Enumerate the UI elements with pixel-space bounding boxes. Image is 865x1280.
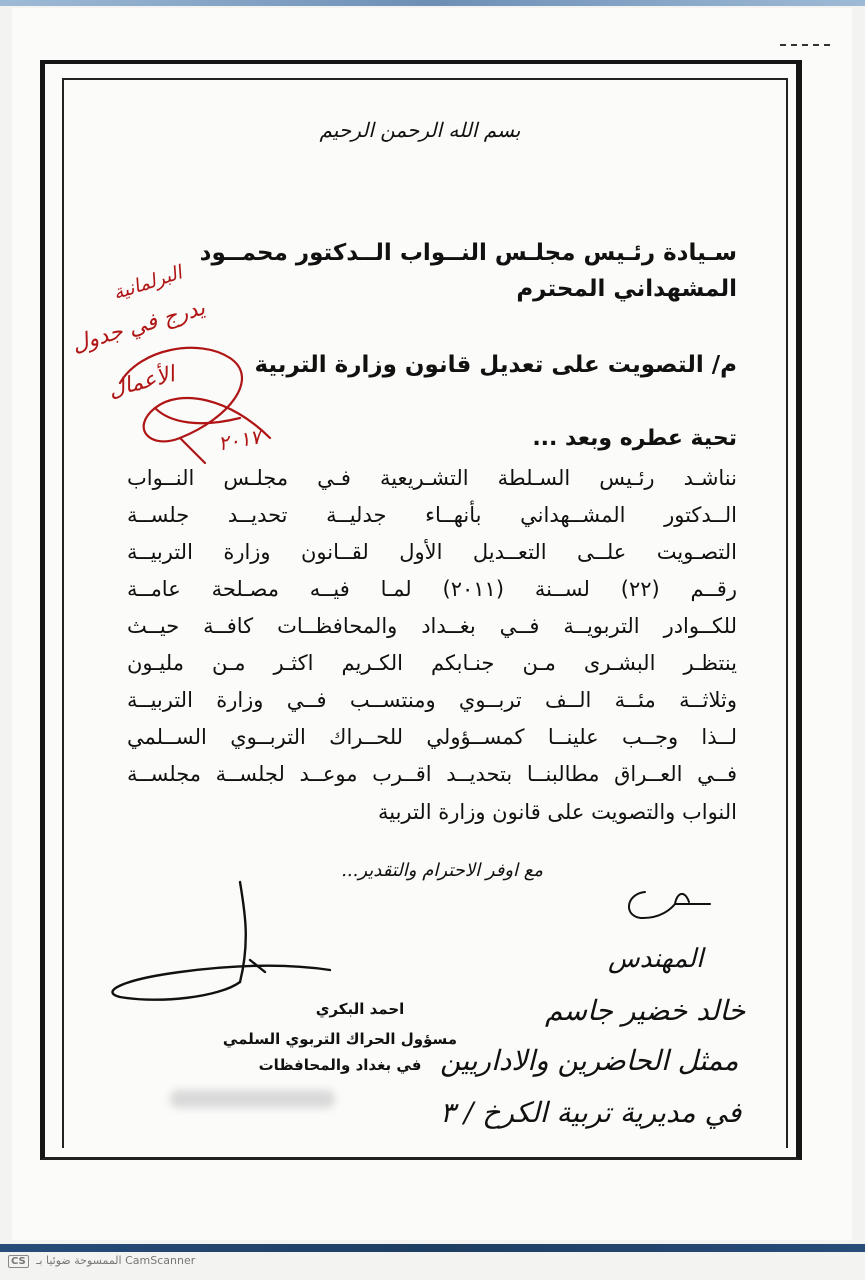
watermark-text: الممسوحة ضوئيا بـ CamScanner xyxy=(36,1254,196,1267)
red-note-date: ٢٠١٧ xyxy=(216,424,263,456)
red-note-line-2: يدرج في جدول xyxy=(69,295,208,358)
red-note-line-3: الأعمال xyxy=(105,362,178,403)
signatory-name: احمد البكري xyxy=(315,1000,405,1018)
body-line: الــدكتور المشــهداني بأنهــاء جدليــة تحديــد جلســة xyxy=(127,503,737,527)
greeting: تحية عطره وبعد ... xyxy=(532,426,737,451)
red-note-line-1: البرلمانية xyxy=(110,261,185,305)
body-line: وثلاثــة مئــة الــف تربــوي ومنتســب فــي وزارة التربيــة xyxy=(127,688,737,712)
body-line: التصـويت علــى التعــديل الأول لقــانون وزارة التربيــة xyxy=(127,540,737,564)
handwritten-name: خالد خضير جاسم xyxy=(545,994,746,1027)
handwritten-directorate: في مديرية تربية الكرخ / ٣ xyxy=(440,1096,742,1129)
addressee-line-2: المشهداني المحترم xyxy=(516,276,737,302)
closing-phrase: مع اوفر الاحترام والتقدير... xyxy=(341,860,543,881)
scan-bottom-edge xyxy=(0,1244,865,1252)
scan-top-edge xyxy=(0,0,865,6)
camscanner-icon: CS xyxy=(8,1255,29,1268)
handwritten-title: المهندس xyxy=(608,944,704,974)
corner-mark xyxy=(780,44,830,54)
scanner-watermark xyxy=(8,1254,195,1268)
handwritten-signature-mark xyxy=(615,880,715,930)
signatory-title-line-1: مسؤول الحراك التربوي السلمي xyxy=(222,1030,458,1048)
redacted-phone xyxy=(170,1090,335,1108)
body-line: للكــوادر التربويــة فــي بغــداد والمحافظــات كافــة حيــث xyxy=(127,614,737,638)
signatory-title-line-2: في بغداد والمحافظات xyxy=(258,1056,422,1074)
addressee-line-1: سـيادة رئـيس مجلـس النــواب الــدكتور محمــود xyxy=(199,240,737,266)
signature-mark xyxy=(100,872,340,1012)
body-line: رقــم (٢٢) لســنة (٢٠١١) لمـا فيــه مصـلحة عامــة xyxy=(127,577,737,601)
subject-line: م/ التصويت على تعديل قانون وزارة التربية xyxy=(254,352,737,378)
body-line: نناشـد رئـيس السـلطة التشـريعية فـي مجلـس النــواب xyxy=(127,466,737,490)
body-line: لــذا وجــب علينــا كمســؤولي للحــراك التربــوي الســلمي xyxy=(127,725,737,749)
body-line: فــي العــراق مطالبنــا بتحديــد اقــرب موعــد لجلســة مجلســة xyxy=(127,762,737,786)
body-line: النواب والتصويت على قانون وزارة التربية xyxy=(377,800,737,824)
body-line: ينتظـر البشـرى مـن جنـابكم الكـريم اكثـر مـن مليـون xyxy=(127,651,737,675)
handwritten-role: ممثل الحاضرين والاداريين xyxy=(440,1044,739,1077)
basmala: بسم الله الرحمن الرحيم xyxy=(319,118,521,142)
